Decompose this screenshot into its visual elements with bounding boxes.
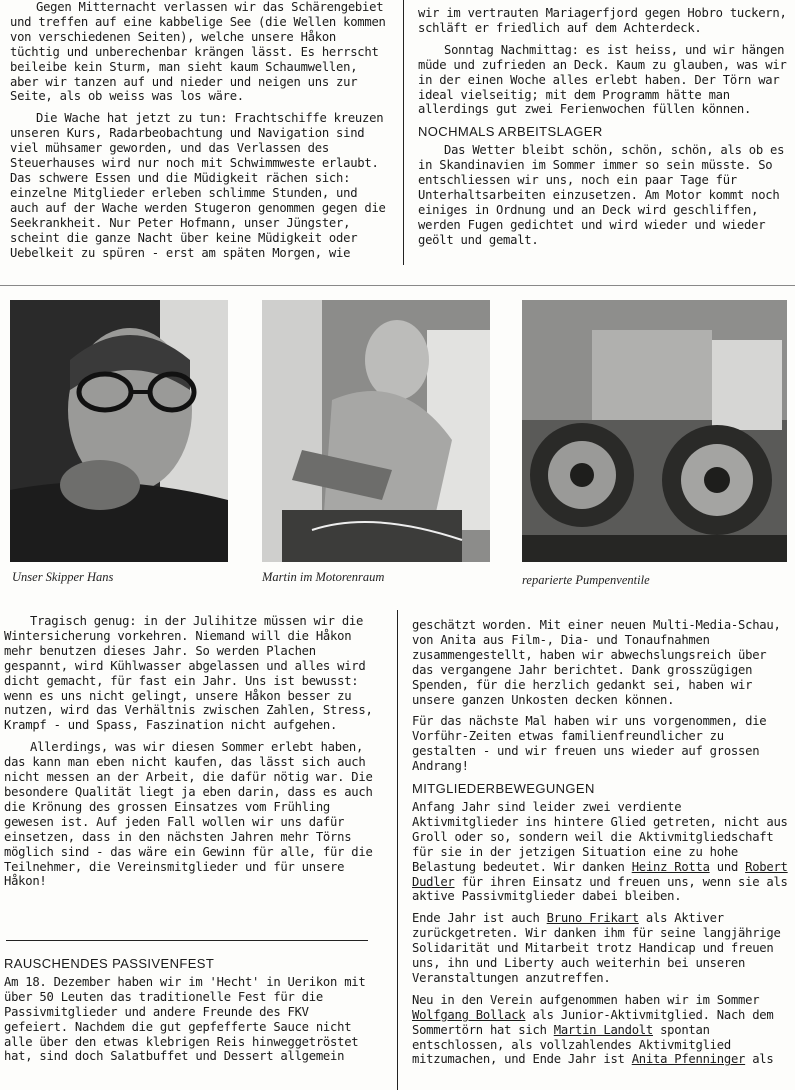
bottom-left-column-lower (4, 957, 374, 1071)
paragraph: Die Wache hat jetzt zu tun: Frachtschiffe kreuzen unseren Kurs, Radarbeobachtung und Navigation sind viel mühsamer geworden, und das Verlassen des Steuerhauses wird nur noch mit Schwimmweste erlaubt. Das schwere Essen und die Müdigkeit rächen sich: einzelne Mitglieder erleben schlimme Stunden, und auch auf der Wache werden Stugeron genommen gegen die Seekrankheit. Nur Peter Hofmann, unser Jüngster, scheint die ganze Nacht über keine Müdigkeit oder Uebelkeit zu spüren - erst am späten Morgen, wie (10, 111, 386, 260)
member-name: Martin Landolt (553, 1022, 653, 1037)
paragraph: Am 18. Dezember haben wir im 'Hecht' in Uerikon mit über 50 Leuten das traditionelle Fest für die Passivmitglieder und andere Freunde des FKV gefeiert. Nachdem die gut gepfefferte Sauce nicht alle über den etwas klebrigen Reis hinweggetröstet hat, sind doch Salatbuffet und Dessert allgemein (4, 974, 366, 1064)
caption-engine-room: Martin im Motorenraum (262, 570, 385, 584)
member-name: Anita Pfenninger (631, 1052, 746, 1067)
paragraph: Das Wetter bleibt schön, schön, schön, als ob es in Skandinavien im Sommer immer so sein müsste. So entschliessen wir uns, noch ein paar Tage für Unterhaltsarbeiten einzusetzen. Am Motor kommt noch einiges in Ordnung und an Deck wird geschliffen, werden Fugen gedichtet und wird wieder und wieder geölt und gemalt. (418, 143, 785, 247)
section-heading: RAUSCHENDES PASSIVENFEST (4, 956, 215, 971)
paragraph: Tragisch genug: in der Julihitze müssen wir die Wintersicherung vorkehren. Niemand will die Håkon mehr benutzen dieses Jahr. So werden Plachen gespannt, wird Kühlwasser abgelassen und alles wird dicht gemacht, für fast ein Jahr. Uns ist bewusst: wenn es uns nicht gelingt, unsere Håkon besser zu nutzen, wird das Verhältnis zwischen Zahlen, Stress, Krampf - und Spass, Faszination nicht aufgehen. (4, 614, 373, 733)
photo-engine-room (262, 300, 490, 562)
section-heading: MITGLIEDERBEWEGUNGEN (412, 781, 595, 797)
paragraph: geschätzt worden. Mit einer neuen Multi-Media-Schau, von Anita aus Film-, Dia- und Tonaufnahmen zusammengestellt, haben wir abwechslungsreich über das vergangene Jahr berichtet. Dank grosszügigen Spenden, für die herzlich gedankt sei, haben wir unsere ganzen Unkosten decken können. (412, 618, 781, 707)
paragraph: Für das nächste Mal haben wir uns vorgenommen, die Vorführ-Zeiten etwas familienfreundlicher zu gestalten - und wir freuen uns wieder auf grossen Andrang! (412, 714, 767, 774)
caption-skipper: Unser Skipper Hans (12, 570, 114, 584)
paragraph: wir im vertrauten Mariagerfjord gegen Hobro tuckern, schläft er friedlich auf dem Achterdeck. (418, 6, 787, 35)
member-name: Robert Dudler (412, 859, 788, 889)
top-left-column (10, 0, 388, 267)
paragraph: Gegen Mitternacht verlassen wir das Schärengebiet und treffen auf eine kabbelige See (die Wellen kommen von verschiedenen Seiten), welche unsere Håkon tüchtig und unberechenbar krängen lässt. Es herrscht beileibe kein Sturm, man sieht kaum Schaumwellen, aber wir tanzen auf und nieder und neigen uns zur Seite, als ob weiss was los wäre. (10, 0, 386, 104)
bottom-right-column (412, 618, 788, 1074)
section-rule-bottom-left (6, 940, 368, 941)
top-right-column (418, 6, 788, 255)
photo-skipper (10, 300, 228, 562)
photo-pump-valves (522, 300, 787, 562)
member-name: Bruno Frikart (546, 911, 639, 926)
paragraph-departures: Anfang Jahr sind leider zwei verdiente Aktivmitglieder ins hintere Glied getreten, nicht aus Groll oder so, sondern weil die Aktivmitgliedschaft für sie in der jetzigen Situation eine zu hohe Belastung bedeutet. Wir danken Heinz Rotta und Robert Dudler für ihren Einsatz und freuen uns, wenn sie als aktive Passivmitglieder dabei bleiben. (412, 799, 788, 904)
section-heading: NOCHMALS ARBEITSLAGER (418, 124, 603, 140)
paragraph-new-members: Neu in den Verein aufgenommen haben wir im Sommer Wolfgang Bollack als Junior-Aktivmitglied. Nach dem Sommertörn hat sich Martin Landolt spontan entschlossen, als vollzahlendes Aktivmitglied mitzumachen, und Ende Jahr ist Anita Pfenninger als (412, 992, 774, 1067)
paragraph: Allerdings, was wir diesen Sommer erlebt haben, das kann man eben nicht kaufen, das lässt sich auch nicht messen an der Arbeit, die dafür nötig war. Die besondere Qualität liegt ja eben darin, dass es auch die Krönung des grossen Einsatzes vom Frühling gewesen ist. Auf jeden Fall wollen wir uns dafür einsetzen, dass in den nächsten Jahren mehr Törns möglich sind - das wäre ein Gewinn für alle, für die Teilnehmer, die Vereinsmitglieder und für unsere Håkon! (4, 740, 373, 889)
caption-pump-valves: reparierte Pumpenventile (522, 573, 650, 587)
column-divider-bottom (397, 610, 398, 1090)
paragraph: Sonntag Nachmittag: es ist heiss, und wir hängen müde und zufrieden an Deck. Kaum zu glauben, was wir in der einen Woche alles erlebt haben. Der Törn war ideal vielseitig; mit dem Programm hätte man allerdings gut zwei Ferienwochen füllen können. (418, 42, 787, 117)
section-rule-top (0, 285, 795, 286)
member-name: Heinz Rotta (631, 859, 710, 874)
member-name: Wolfgang Bollack (412, 1007, 526, 1022)
paragraph-resignation: Ende Jahr ist auch Bruno Frikart als Aktiver zurückgetreten. Wir danken ihm für seine langjährige Solidarität und Mitarbeit trotz Handicap und freuen uns, ihn und Liberty auch weiterhin bei unseren Veranstaltungen anzutreffen. (412, 911, 781, 985)
column-divider-top (403, 0, 404, 265)
bottom-left-column (4, 614, 374, 896)
